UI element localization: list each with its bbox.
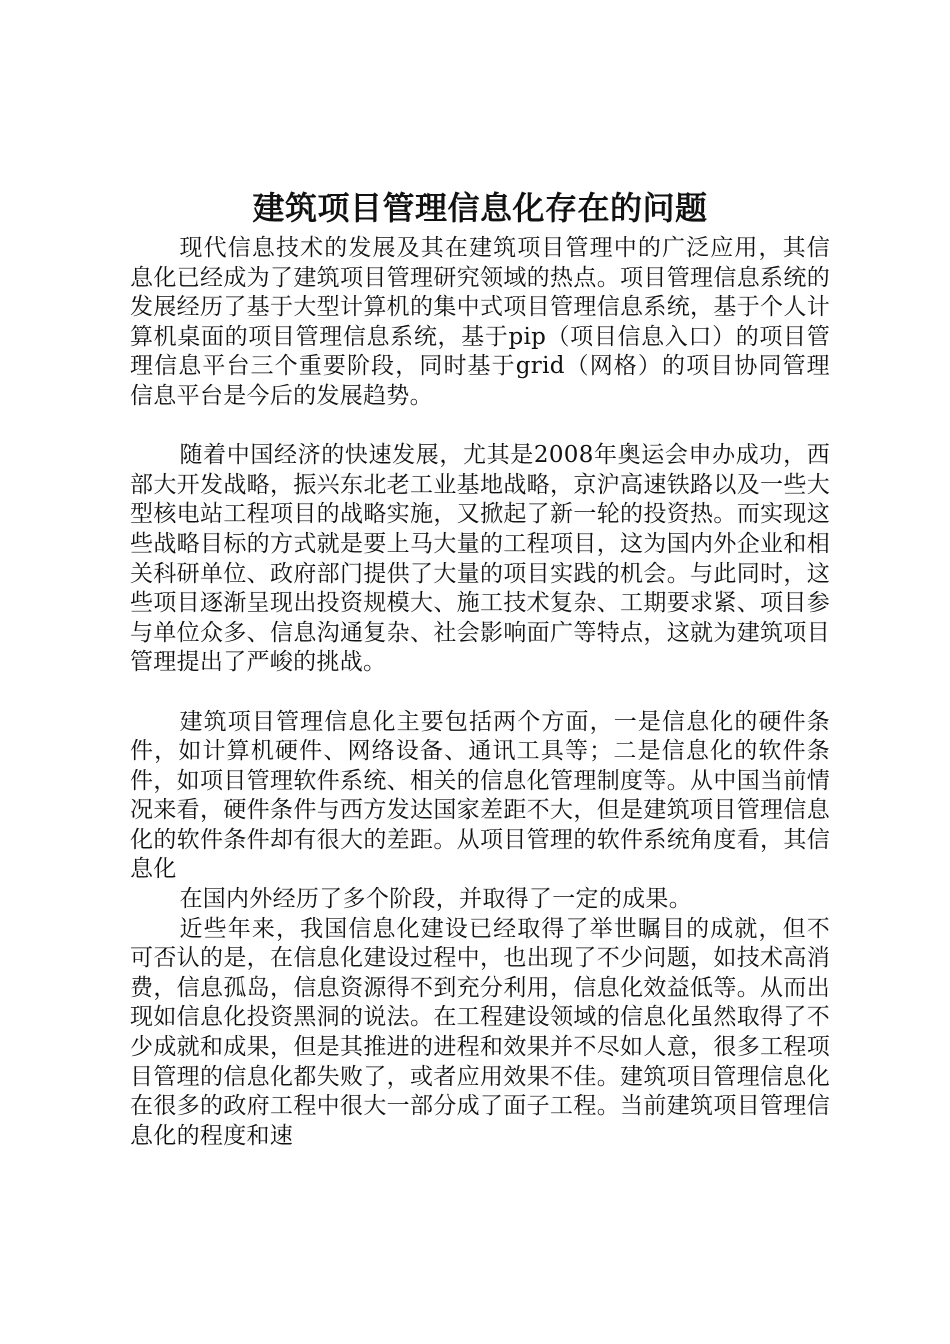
paragraph-stages: 在国内外经历了多个阶段，并取得了一定的成果。: [179, 886, 693, 913]
paragraph-spacer: [130, 678, 830, 708]
paragraph-spacer: [130, 412, 830, 442]
paragraph-aspects: 建筑项目管理信息化主要包括两个方面，一是信息化的硬件条件，如计算机硬件、网络设备、通讯工具等；二是信息化的软件条件，如项目管理软件系统、相关的信息化管理制度等。从中国当前情况来看，硬件条件与西方发达国家差距不大，但是建筑项目管理信息化的软件条件却有很大的差距。从项目管理的软件系统角度看，其信息化: [130, 708, 830, 883]
paragraph-problems: 近些年来，我国信息化建设已经取得了举世瞩目的成就，但不可否认的是，在信息化建设过程中，也出现了不少问题，如技术高消费，信息孤岛，信息资源得不到充分利用，信息化效益低等。从而出现如信息化投资黑洞的说法。在工程建设领域的信息化虽然取得了不少成就和成果，但是其推进的进程和效果并不尽如人意，很多工程项目管理的信息化都失败了，或者应用效果不佳。建筑项目管理信息化在很多的政府工程中很大一部分成了面子工程。当前建筑项目管理信息化的程度和速: [130, 915, 830, 1149]
document-title: 建筑项目管理信息化存在的问题: [252, 189, 708, 227]
document-page: [130, 186, 830, 1151]
paragraph-intro: 现代信息技术的发展及其在建筑项目管理中的广泛应用，其信息化已经成为了建筑项目管理研究领域的热点。项目管理信息系统的发展经历了基于大型计算机的集中式项目管理信息系统，基于个人计算机桌面的项目管理信息系统，基于pip（项目信息入口）的项目管理信息平台三个重要阶段，同时基于grid（网格）的项目协同管理信息平台是今后的发展趋势。: [130, 235, 830, 409]
paragraph-background: 随着中国经济的快速发展，尤其是2008年奥运会申办成功，西部大开发战略，振兴东北老工业基地战略，京沪高速铁路以及一些大型核电站工程项目的战略实施，又掀起了新一轮的投资热。而实现这些战略目标的方式就是要上马大量的工程项目，这为国内外企业和相关科研单位、政府部门提供了大量的项目实践的机会。与此同时，这些项目逐渐呈现出投资规模大、施工技术复杂、工期要求紧、项目参与单位众多、信息沟通复杂、社会影响面广等特点，这就为建筑项目管理提出了严峻的挑战。: [130, 442, 830, 676]
